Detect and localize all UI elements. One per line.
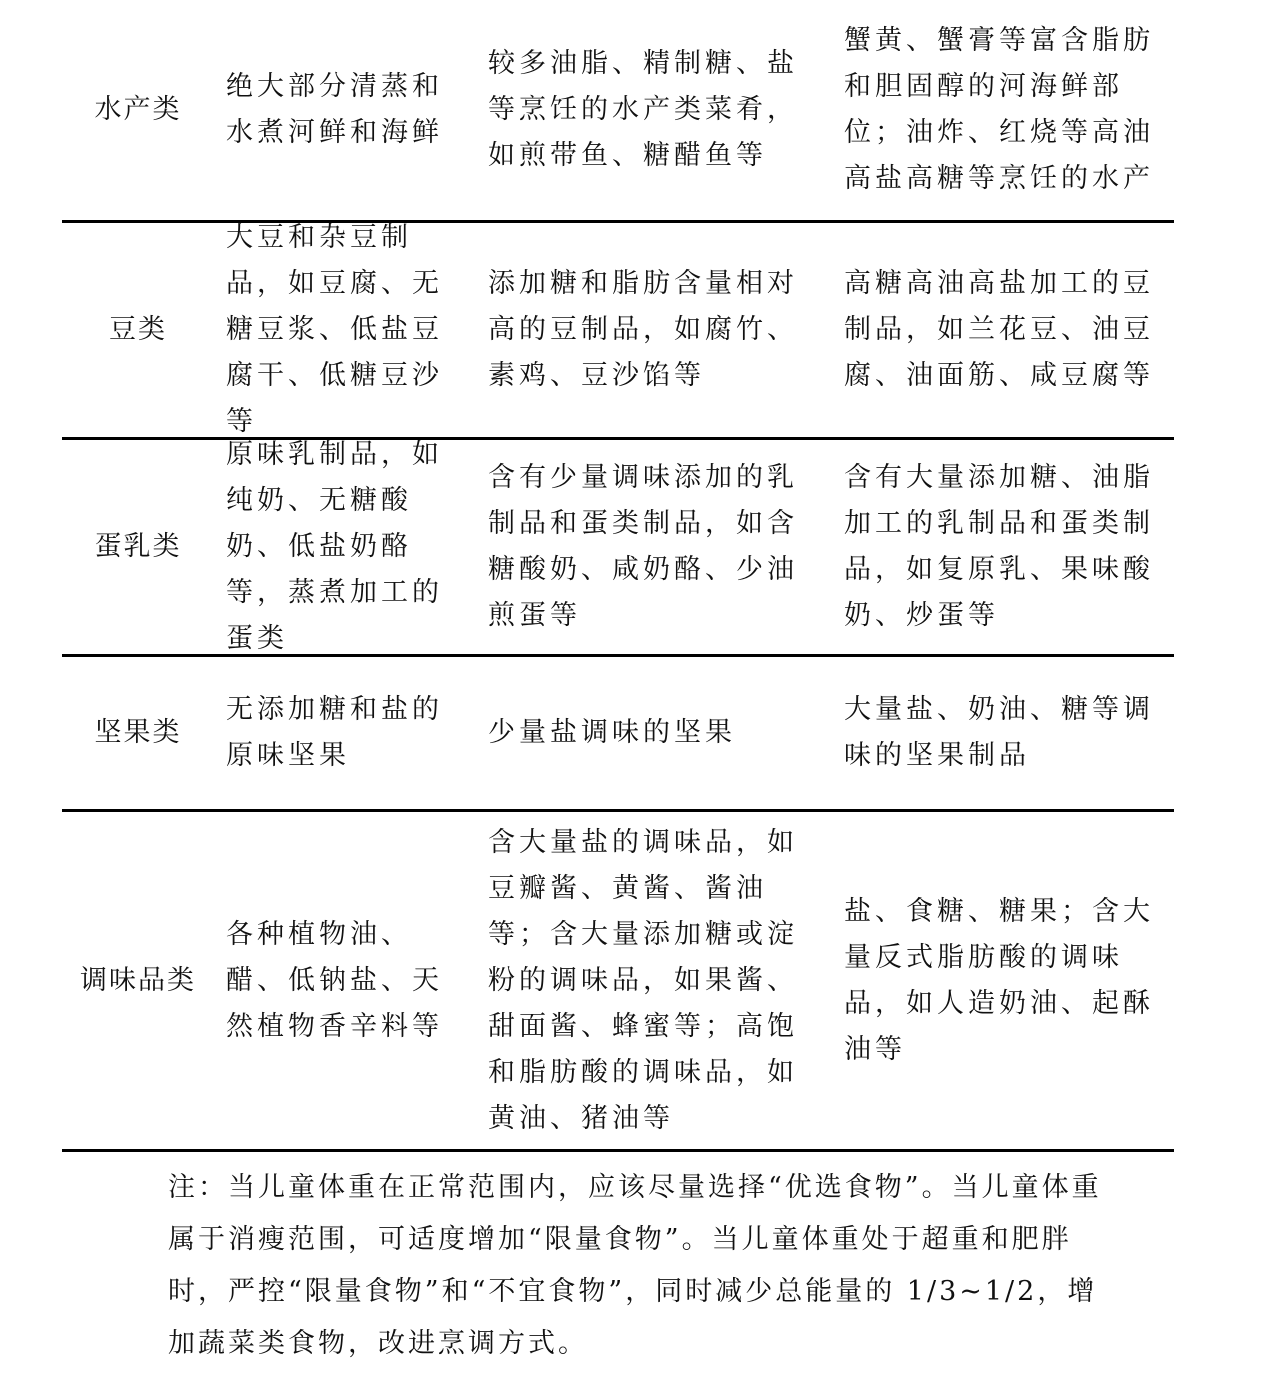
food-table (62, 0, 1174, 1152)
unsuitable-food-cell: 盐、食糖、糖果；含大量反式脂肪酸的调味品，如人造奶油、起酥油等 (844, 895, 1154, 1065)
table-row-condiments (62, 812, 1174, 1152)
table-row-seafood (62, 0, 1174, 223)
table-row-beans (62, 223, 1174, 440)
category-cell: 调味品类 (80, 964, 196, 996)
preferred-food-cell: 绝大部分清蒸和水煮河鲜和海鲜 (226, 71, 443, 148)
category-cell: 水产类 (94, 94, 182, 125)
table-footnote: 注：当儿童体重在正常范围内，应该尽量选择“优选食物”。当儿童体重属于消瘦范围，可适度增加“限量食物”。当儿童体重处于超重和肥胖时，严控“限量食物”和“不宜食物”，同时减少总能量的 1/3~1/2，增加蔬菜类食物，改进烹调方式。 (168, 1172, 1102, 1359)
unsuitable-food-cell: 蟹黄、蟹膏等富含脂肪和胆固醇的河海鲜部位；油炸、红烧等高油高盐高糖等烹饪的水产 (844, 25, 1154, 194)
preferred-food-cell: 大豆和杂豆制品，如豆腐、无糖豆浆、低盐豆腐干、低糖豆沙等 (226, 222, 443, 437)
table-row-eggs-dairy (62, 440, 1174, 657)
unsuitable-food-cell: 大量盐、奶油、糖等调味的坚果制品 (844, 694, 1154, 771)
category-cell: 豆类 (109, 314, 167, 345)
preferred-food-cell: 各种植物油、醋、低钠盐、天然植物香辛料等 (226, 918, 443, 1042)
category-cell: 坚果类 (94, 717, 182, 748)
limited-food-cell: 含有少量调味添加的乳制品和蛋类制品，如含糖酸奶、咸奶酪、少油煎蛋等 (488, 462, 798, 631)
preferred-food-cell: 无添加糖和盐的原味坚果 (226, 694, 443, 771)
unsuitable-food-cell: 高糖高油高盐加工的豆制品，如兰花豆、油豆腐、油面筋、咸豆腐等 (844, 268, 1154, 391)
limited-food-cell: 较多油脂、精制糖、盐等烹饪的水产类菜肴，如煎带鱼、糖醋鱼等 (488, 48, 798, 171)
limited-food-cell: 少量盐调味的坚果 (488, 717, 736, 748)
unsuitable-food-cell: 含有大量添加糖、油脂加工的乳制品和蛋类制品，如复原乳、果味酸奶、炒蛋等 (844, 462, 1154, 631)
category-cell: 蛋乳类 (94, 531, 182, 562)
limited-food-cell: 含大量盐的调味品，如豆瓣酱、黄酱、酱油等；含大量添加糖或淀粉的调味品，如果酱、甜面酱、蜂蜜等；高饱和脂肪酸的调味品，如黄油、猪油等 (488, 826, 798, 1134)
preferred-food-cell: 原味乳制品，如纯奶、无糖酸奶、低盐奶酪等，蒸煮加工的蛋类 (226, 439, 443, 654)
table-row-nuts (62, 657, 1174, 812)
limited-food-cell: 添加糖和脂肪含量相对高的豆制品，如腐竹、素鸡、豆沙馅等 (488, 268, 798, 391)
